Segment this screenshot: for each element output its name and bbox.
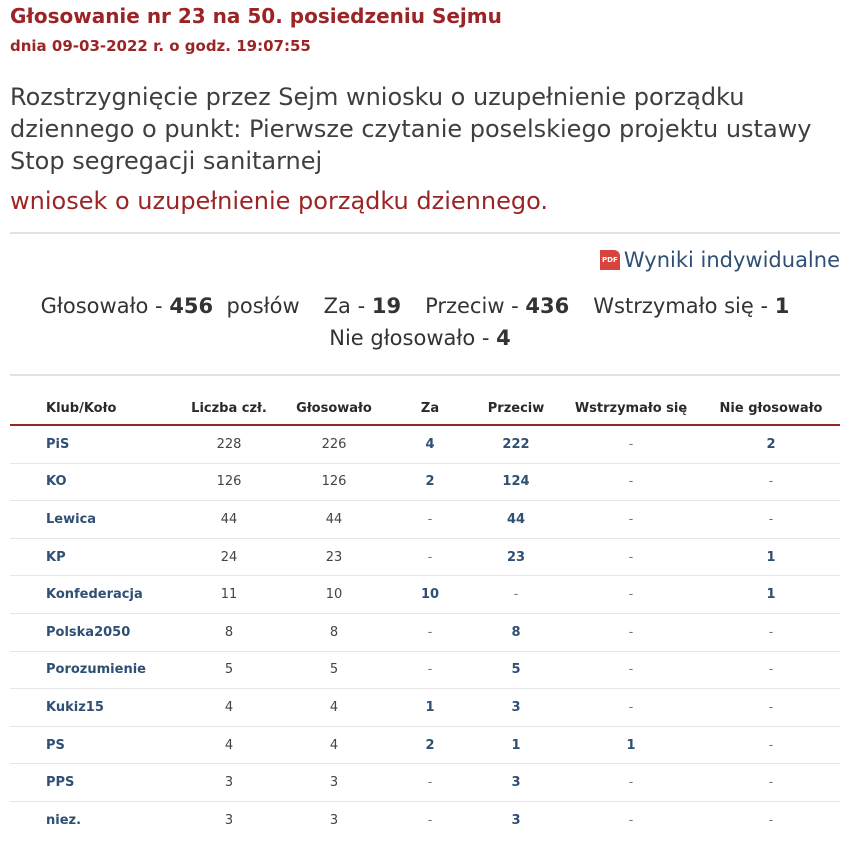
column-header-club: Klub/Koło (10, 392, 178, 425)
voted-count: 456 (169, 294, 214, 318)
club-name[interactable]: Konfederacja (10, 576, 178, 614)
against-count[interactable]: 3 (472, 764, 560, 802)
against-count[interactable]: 3 (472, 689, 560, 727)
not-voted-count[interactable]: 1 (702, 576, 840, 614)
column-header-abstained: Wstrzymało się (560, 392, 702, 425)
voted-count: 10 (280, 576, 388, 614)
motion-type: wniosek o uzupełnienie porządku dziennego. (10, 187, 548, 215)
against-count[interactable]: 222 (472, 425, 560, 463)
column-header-against: Przeciw (472, 392, 560, 425)
table-row (10, 501, 840, 539)
abstained-count: - (560, 689, 702, 727)
voted-unit: posłów (226, 294, 300, 318)
members-count: 4 (178, 689, 280, 727)
for-count: 19 (371, 294, 402, 318)
club-name[interactable]: KP (10, 538, 178, 576)
against-count[interactable]: 5 (472, 651, 560, 689)
against-count: 436 (525, 294, 570, 318)
not-voted-count: - (702, 613, 840, 651)
voted-count: 44 (280, 501, 388, 539)
table-row (10, 425, 840, 463)
abstained-count: 1 (774, 294, 790, 318)
voted-count: 226 (280, 425, 388, 463)
members-count: 3 (178, 764, 280, 802)
against-count[interactable]: 8 (472, 613, 560, 651)
club-name[interactable]: PS (10, 726, 178, 764)
table-row (10, 463, 840, 501)
members-count: 4 (178, 726, 280, 764)
for-count: - (388, 764, 472, 802)
voted-count: 3 (329, 812, 339, 828)
not-voted-count: - (702, 764, 840, 802)
not-voted-count: 4 (496, 326, 511, 350)
pdf-icon: PDF (600, 250, 620, 270)
table-header-row (10, 392, 840, 425)
vote-summary (0, 294, 830, 318)
members-count: 3 (224, 812, 234, 828)
page-title: Głosowanie nr 23 na 50. posiedzeniu Sejmu (10, 4, 502, 28)
voted-count: 8 (280, 613, 388, 651)
voted-count: 3 (280, 764, 388, 802)
members-count: 44 (178, 501, 280, 539)
vote-topic: Rozstrzygnięcie przez Sejm wniosku o uzupełnienie porządku dziennego o punkt: Pierwsze czytanie poselskiego projektu ustawy Stop segregacji sanitarnej (10, 83, 812, 175)
club-results-table (10, 392, 840, 839)
column-header-for: Za (388, 392, 472, 425)
for-count[interactable]: 1 (388, 689, 472, 727)
for-count[interactable]: 2 (388, 463, 472, 501)
abstained-count: - (560, 501, 702, 539)
voted-count: 126 (280, 463, 388, 501)
members-count: 8 (178, 613, 280, 651)
abstained-count: - (560, 425, 702, 463)
divider (10, 232, 840, 234)
voted-count: 4 (280, 726, 388, 764)
club-name[interactable]: Porozumienie (10, 651, 178, 689)
for-count: - (388, 538, 472, 576)
for-count: - (427, 812, 433, 828)
club-name[interactable]: niez. (46, 812, 82, 828)
club-name[interactable]: Lewica (10, 501, 178, 539)
for-count[interactable]: 10 (388, 576, 472, 614)
not-voted-count: - (702, 726, 840, 764)
table-row (10, 726, 840, 764)
members-count: 24 (178, 538, 280, 576)
members-count: 228 (178, 425, 280, 463)
not-voted-label: Nie głosowało - (329, 326, 497, 350)
voted-count: 4 (280, 689, 388, 727)
members-count: 5 (178, 651, 280, 689)
not-voted-count: - (702, 651, 840, 689)
for-count[interactable]: 2 (388, 726, 472, 764)
vote-summary-not-voted (0, 326, 840, 350)
not-voted-count[interactable]: 1 (702, 538, 840, 576)
against-count[interactable]: 1 (472, 726, 560, 764)
vote-datetime: dnia 09-03-2022 r. o godz. 19:07:55 (10, 37, 311, 55)
not-voted-count: - (702, 501, 840, 539)
abstained-count[interactable]: 1 (560, 726, 702, 764)
table-row (10, 651, 840, 689)
divider (10, 374, 840, 376)
club-name[interactable]: Kukiz15 (10, 689, 178, 727)
table-row (10, 613, 840, 651)
not-voted-count[interactable]: 2 (702, 425, 840, 463)
against-count[interactable]: 44 (472, 501, 560, 539)
abstained-label: Wstrzymało się - (593, 294, 775, 318)
voted-label: Głosowało - (40, 294, 170, 318)
individual-results-link[interactable] (600, 248, 840, 272)
voted-count: 5 (280, 651, 388, 689)
members-count: 126 (178, 463, 280, 501)
not-voted-count: - (702, 689, 840, 727)
for-label: Za - (323, 294, 372, 318)
against-label: Przeciw - (425, 294, 526, 318)
club-name[interactable]: PiS (10, 425, 178, 463)
column-header-members: Liczba czł. (178, 392, 280, 425)
abstained-count: - (628, 812, 634, 828)
table-row (10, 576, 840, 614)
column-header-voted: Głosowało (280, 392, 388, 425)
club-name[interactable]: Polska2050 (10, 613, 178, 651)
not-voted-count: - (702, 463, 840, 501)
table-row (10, 689, 840, 727)
abstained-count: - (560, 463, 702, 501)
individual-results-label: Wyniki indywidualne (623, 248, 840, 272)
against-count[interactable]: 124 (472, 463, 560, 501)
not-voted-count: - (768, 812, 774, 828)
abstained-count: - (560, 538, 702, 576)
for-count: - (388, 613, 472, 651)
against-count[interactable]: 3 (511, 812, 521, 828)
column-header-not-voted: Nie głosowało (702, 392, 840, 425)
table-row (10, 801, 840, 838)
for-count: - (388, 501, 472, 539)
club-name[interactable]: KO (10, 463, 178, 501)
for-count: - (388, 651, 472, 689)
against-count: - (472, 576, 560, 614)
table-row (10, 538, 840, 576)
against-count[interactable]: 23 (472, 538, 560, 576)
members-count: 11 (178, 576, 280, 614)
table-row (10, 764, 840, 802)
abstained-count: - (560, 576, 702, 614)
voted-count: 23 (280, 538, 388, 576)
for-count[interactable]: 4 (388, 425, 472, 463)
club-name[interactable]: PPS (10, 764, 178, 802)
abstained-count: - (560, 613, 702, 651)
abstained-count: - (560, 651, 702, 689)
abstained-count: - (560, 764, 702, 802)
